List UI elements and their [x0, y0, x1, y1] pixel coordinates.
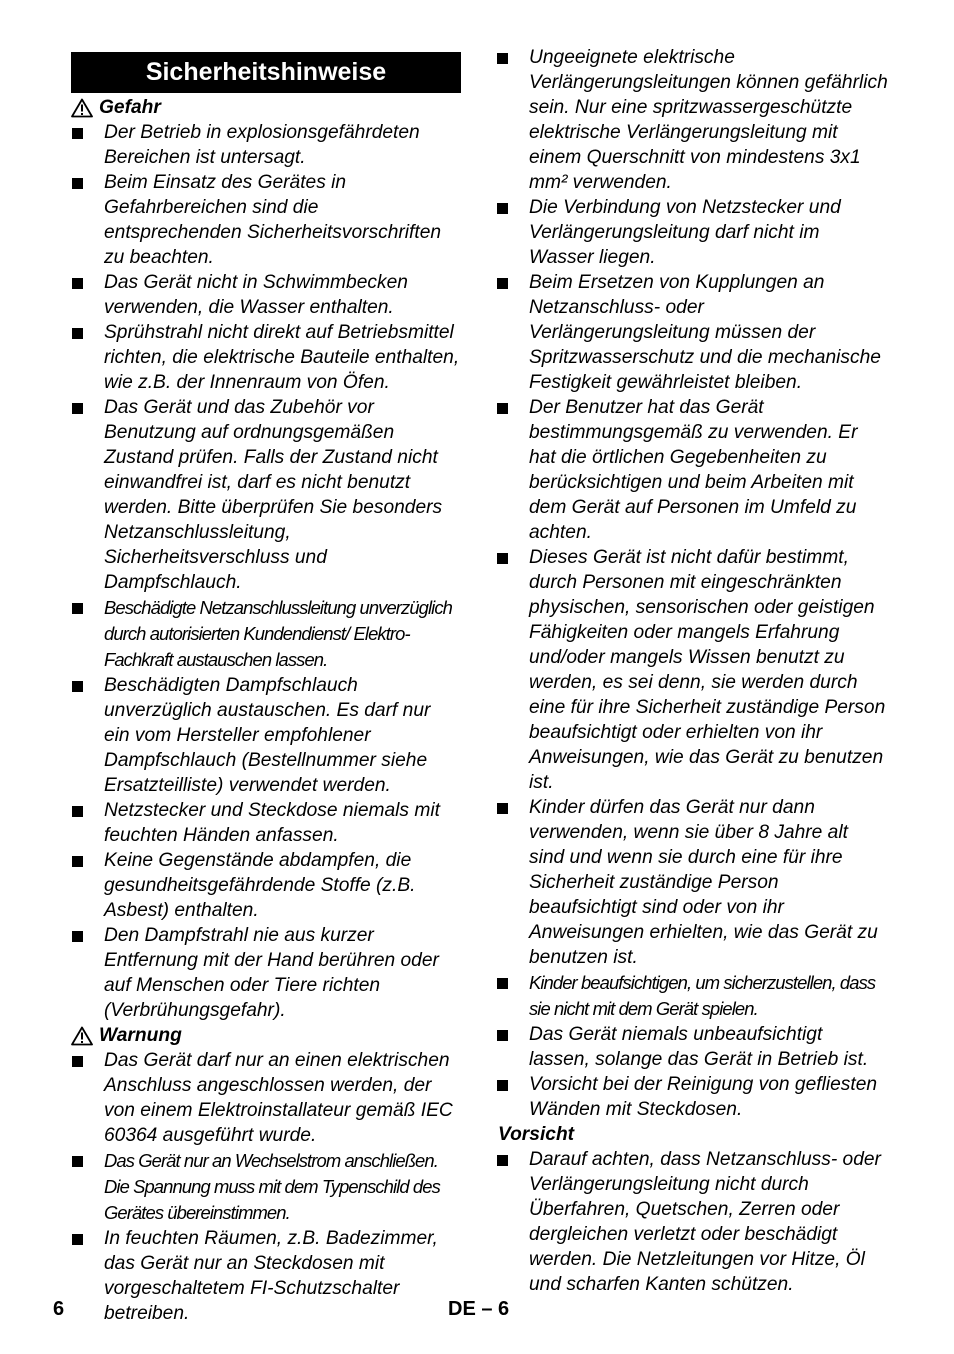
- list-item-text: Beschädigten Dampfschlauch unverzüglich austauschen. Es darf nur ein vom Hersteller empfohlener Dampfschlauch (Bestellnummer siehe Ersatzteilliste) verwendet werden.: [104, 675, 431, 796]
- list-item-text: Der Betrieb in explosionsgefährdeten Bereichen ist untersagt.: [104, 122, 420, 168]
- bullet: [72, 278, 83, 289]
- list-item-text: Vorsicht bei der Reinigung von gefliesten Wänden mit Steckdosen.: [529, 1074, 878, 1120]
- list-item: [496, 395, 888, 545]
- list-item: [496, 195, 888, 270]
- warning-triangle-icon: [71, 1023, 99, 1048]
- bullet: [72, 1056, 83, 1067]
- bullet: [72, 128, 83, 139]
- bullet: [497, 1155, 508, 1166]
- list-item: [496, 270, 888, 395]
- page-number: 6: [53, 1298, 65, 1320]
- bullet: [497, 403, 508, 414]
- gefahr-heading: [71, 95, 461, 120]
- gefahr-list: [71, 120, 461, 1023]
- bullet: [72, 403, 83, 414]
- vorsicht-list: [496, 1147, 888, 1297]
- list-item-text: Ungeeignete elektrische Verlängerungsleitungen können gefährlich sein. Nur eine spritzwassergeschützte elektrische Verlängerungsleitung mit einem Querschnitt von mindestens 3x1 mm² verwenden.: [529, 47, 888, 193]
- list-item: [71, 1048, 461, 1148]
- bullet: [72, 178, 83, 189]
- right-column: [496, 45, 888, 1297]
- list-item: [71, 595, 461, 673]
- bullet: [497, 278, 508, 289]
- list-item: [496, 1072, 888, 1122]
- bullet: [72, 806, 83, 817]
- bullet: [72, 1234, 83, 1245]
- list-item: [496, 970, 888, 1022]
- list-item-text: Darauf achten, dass Netzanschluss- oder Verlängerungsleitung nicht durch Überfahren, Quetschen, Zerren oder dergleichen verletzt oder beschädigt werden. Die Netzleitungen vor Hitze, Öl und scharfen Kanten schützen.: [529, 1149, 881, 1295]
- list-item-text: Kinder beaufsichtigen, um sicherzustellen, dass sie nicht mit dem Gerät spielen.: [529, 972, 876, 1019]
- list-item: [71, 1148, 461, 1226]
- list-item: [71, 798, 461, 848]
- list-item-text: Das Gerät nicht in Schwimmbecken verwenden, die Wasser enthalten.: [104, 272, 408, 318]
- list-item: [496, 1147, 888, 1297]
- list-item: [71, 673, 461, 798]
- list-item: [496, 45, 888, 195]
- list-item-text: Das Gerät nur an Wechselstrom anschließen. Die Spannung muss mit dem Typenschild des Gerätes übereinstimmen.: [104, 1150, 440, 1223]
- bullet: [72, 681, 83, 692]
- list-item-text: Netzstecker und Steckdose niemals mit feuchten Händen anfassen.: [104, 800, 440, 846]
- bullet: [72, 328, 83, 339]
- list-item: [496, 545, 888, 795]
- warning-triangle-icon: [71, 95, 99, 120]
- list-item: [71, 1226, 461, 1326]
- list-item-text: Das Gerät niemals unbeaufsichtigt lassen, solange das Gerät in Betrieb ist.: [529, 1024, 869, 1070]
- list-item: [496, 795, 888, 970]
- left-column: [71, 45, 461, 1326]
- list-item: [71, 120, 461, 170]
- bullet: [497, 1030, 508, 1041]
- bullet: [497, 803, 508, 814]
- list-item-text: Das Gerät darf nur an einen elektrischen Anschluss angeschlossen werden, der von einem Elektroinstallateur gemäß IEC 60364 ausgeführt wurde.: [104, 1050, 453, 1146]
- list-item: [71, 848, 461, 923]
- warnung-heading-label: Warnung: [99, 1025, 182, 1046]
- list-item: [71, 923, 461, 1023]
- list-item: [496, 1022, 888, 1072]
- vorsicht-heading: Vorsicht: [498, 1124, 575, 1145]
- warnung-list-right: [496, 45, 888, 1122]
- list-item-text: Beschädigte Netzanschlussleitung unverzüglich durch autorisierten Kundendienst/ Elektro-Fachkraft austauschen lassen.: [104, 597, 452, 670]
- bullet: [497, 53, 508, 64]
- bullet: [72, 603, 83, 614]
- list-item: [71, 170, 461, 270]
- list-item-text: Das Gerät und das Zubehör vor Benutzung auf ordnungsgemäßen Zustand prüfen. Falls der Zustand nicht einwandfrei ist, darf es nicht benutzt werden. Bitte überprüfen Sie besonders Netzanschlussleitung, Sicherheitsverschluss und Dampfschlauch.: [104, 397, 443, 593]
- bullet: [72, 931, 83, 942]
- list-item-text: Beim Einsatz des Gerätes in Gefahrbereichen sind die entsprechenden Sicherheitsvorschriften zu beachten.: [104, 172, 442, 268]
- bullet: [72, 856, 83, 867]
- bullet: [497, 978, 508, 989]
- bullet: [497, 553, 508, 564]
- list-item: [71, 395, 461, 595]
- warnung-list-left: [71, 1048, 461, 1326]
- list-item-text: Dieses Gerät ist nicht dafür bestimmt, durch Personen mit eingeschränkten physischen, sensorischen oder geistigen Fähigkeiten oder mangels Erfahrung und/oder mangels Wissen benutzt zu werden, es sei denn, sie werden durch eine für ihre Sicherheit zuständige Person beaufsichtigt oder erhielten von ihr Anweisungen, wie das Gerät zu benutzen ist.: [529, 547, 886, 793]
- bullet: [497, 1080, 508, 1091]
- gefahr-heading-label: Gefahr: [99, 97, 161, 118]
- list-item: [71, 270, 461, 320]
- list-item-text: Die Verbindung von Netzstecker und Verlängerungsleitung darf nicht im Wasser liegen.: [529, 197, 841, 268]
- list-item-text: Sprühstrahl nicht direkt auf Betriebsmittel richten, die elektrische Bauteile enthalten, wie z.B. der Innenraum von Öfen.: [104, 322, 460, 393]
- list-item-text: Kinder dürfen das Gerät nur dann verwenden, wenn sie über 8 Jahre alt sind und wenn sie durch eine für ihre Sicherheit zuständige Person beaufsichtigt sind oder von ihr Anweisungen erhielten, wie das Gerät zu benutzen ist.: [529, 797, 878, 968]
- list-item: [71, 320, 461, 395]
- bullet: [72, 1156, 83, 1167]
- page-title: Sicherheitshinweise: [71, 52, 461, 93]
- list-item-text: Beim Ersetzen von Kupplungen an Netzanschluss- oder Verlängerungsleitung müssen der Spritzwasserschutz und die mechanische Festigkeit gewährleistet bleiben.: [529, 272, 881, 393]
- list-item-text: Der Benutzer hat das Gerät bestimmungsgemäß zu verwenden. Er hat die örtlichen Gegebenheiten zu berücksichtigen und beim Arbeiten mit dem Gerät auf Personen im Umfeld zu achten.: [529, 397, 858, 543]
- list-item-text: In feuchten Räumen, z.B. Badezimmer, das Gerät nur an Steckdosen mit vorgeschaltetem FI-Schutzschalter betreiben.: [104, 1228, 438, 1324]
- warnung-heading: [71, 1023, 461, 1048]
- bullet: [497, 203, 508, 214]
- footer-label: DE – 6: [448, 1298, 510, 1320]
- list-item-text: Keine Gegenstände abdampfen, die gesundheitsgefährdende Stoffe (z.B. Asbest) enthalten.: [104, 850, 416, 921]
- list-item-text: Den Dampfstrahl nie aus kurzer Entfernung mit der Hand berühren oder auf Menschen oder Tiere richten (Verbrühungsgefahr).: [104, 925, 439, 1021]
